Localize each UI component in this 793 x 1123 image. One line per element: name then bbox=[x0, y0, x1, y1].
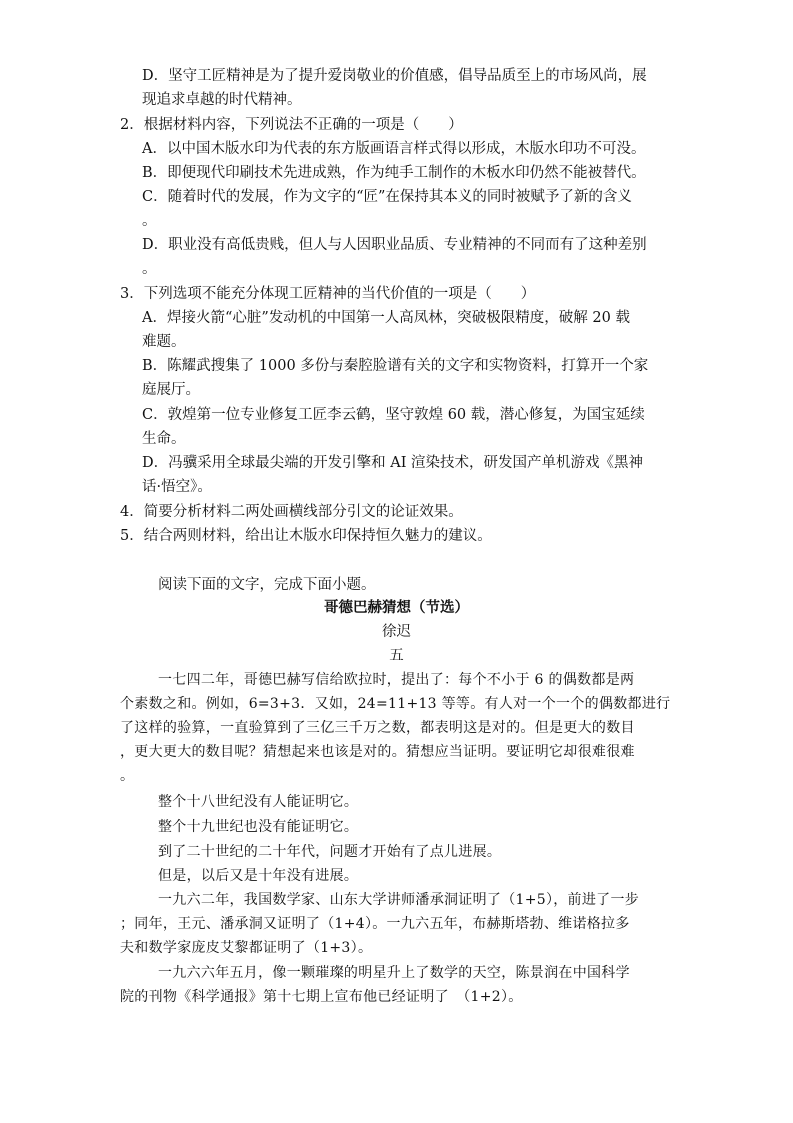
q3-option-a-line2: 难题。 bbox=[142, 334, 186, 350]
q2-option-a: A．以中国木版水印为代表的东方版画语言样式得以形成，木版水印功不可没。 bbox=[142, 141, 646, 157]
paragraph-6-line3: 夫和数学家庞皮艾黎都证明了（1+3）。 bbox=[120, 940, 373, 956]
q3-option-b-line1: B．陈耀武搜集了 1000 多份与秦腔脸谱有关的文字和实物资料，打算开一个家 bbox=[142, 358, 649, 374]
q2-stem: 2．根据材料内容，下列说法不正确的一项是（ ） bbox=[120, 117, 463, 133]
q2-option-b: B．即便现代印刷技术先进成熟，作为纯手工制作的木板水印仍然不能被替代。 bbox=[142, 165, 646, 181]
q2-option-c-line1: C．随着时代的发展，作为文字的“匠”在保持其本义的同时被赋予了新的含义 bbox=[142, 189, 632, 205]
paragraph-1-line2: 个素数之和。例如，6=3+3．又如，24=11+13 等等。有人对一个一个的偶数都进行 bbox=[120, 696, 671, 712]
q3-option-d-line1: D．冯骥采用全球最尖端的开发引擎和 AI 渲染技术，研发国产单机游戏《黑神 bbox=[142, 455, 644, 471]
paragraph-7-line2: 院的刊物《科学通报》第十七期上宣布他已经证明了 （1+2）。 bbox=[120, 989, 523, 1005]
paragraph-1-line4: ，更大更大的数目呢？猜想起来也该是对的。猜想应当证明。要证明它却很难很难 bbox=[120, 744, 635, 760]
paragraph-6-line1: 一九六二年，我国数学家、山东大学讲师潘承洞证明了（1+5），前进了一步 bbox=[158, 892, 640, 908]
q3-option-d-line2: 话·悟空》。 bbox=[142, 479, 212, 495]
paragraph-2: 整个十八世纪没有人能证明它。 bbox=[158, 794, 359, 810]
q2-option-d-line2: 。 bbox=[142, 261, 157, 277]
q3-option-c-line2: 生命。 bbox=[142, 431, 186, 447]
q5-stem: 5．结合两则材料，给出让木版水印保持恒久魅力的建议。 bbox=[120, 528, 492, 544]
paragraph-4: 到了二十世纪的二十年代，问题才开始有了点儿进展。 bbox=[158, 844, 502, 860]
paragraph-1-line1: 一七四二年，哥德巴赫写信给欧拉时，提出了：每个不小于 6 的偶数都是两 bbox=[158, 672, 635, 688]
paragraph-6-line2: ；同年，王元、潘承洞又证明了（1+4）。一九六五年，布赫斯塔勃、维诺格拉多 bbox=[120, 916, 630, 932]
q1-option-d-line2: 现追求卓越的时代精神。 bbox=[142, 92, 302, 108]
passage-author: 徐迟 bbox=[382, 624, 411, 640]
paragraph-1-line5: 。 bbox=[120, 768, 135, 784]
q3-option-c-line1: C．敦煌第一位专业修复工匠李云鹤，坚守敦煌 60 载，潜心修复，为国宝延续 bbox=[142, 407, 645, 423]
paragraph-3: 整个十九世纪也没有能证明它。 bbox=[158, 819, 359, 835]
paragraph-1-line3: 了这样的验算，一直验算到了三亿三千万之数，都表明这是对的。但是更大的数目 bbox=[120, 720, 635, 736]
reading-intro: 阅读下面的文字，完成下面小题。 bbox=[158, 577, 376, 593]
q2-option-d-line1: D．职业没有高低贵贱，但人与人因职业品质、专业精神的不同而有了这种差别 bbox=[142, 237, 647, 253]
passage-section-number: 五 bbox=[389, 648, 404, 664]
paragraph-7-line1: 一九六六年五月，像一颗璀璨的明星升上了数学的天空，陈景润在中国科学 bbox=[158, 965, 630, 981]
q3-option-b-line2: 庭展厅。 bbox=[142, 382, 200, 398]
q2-option-c-line2: 。 bbox=[142, 213, 157, 229]
q4-stem: 4．简要分析材料二两处画横线部分引文的论证效果。 bbox=[120, 504, 463, 520]
passage-title: 哥德巴赫猜想（节选） bbox=[324, 599, 469, 616]
q3-option-a-line1: A．焊接火箭“心脏”发动机的中国第一人高凤林，突破极限精度，破解 20 载 bbox=[142, 310, 630, 326]
q3-stem: 3．下列选项不能充分体现工匠精神的当代价值的一项是（ ） bbox=[120, 286, 536, 302]
paragraph-5: 但是，以后又是十年没有进展。 bbox=[158, 868, 359, 884]
q1-option-d-line1: D．坚守工匠精神是为了提升爱岗敬业的价值感，倡导品质至上的市场风尚，展 bbox=[142, 68, 647, 84]
